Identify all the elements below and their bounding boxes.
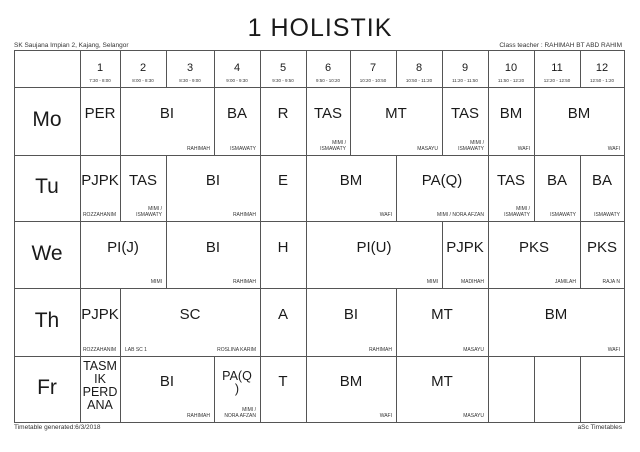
teacher-label: MIMI: [426, 278, 438, 285]
grid-line: [624, 50, 625, 423]
lesson-cell: [166, 221, 260, 288]
lesson-cell: [488, 87, 534, 155]
period-time: 12:50 - 1:20: [589, 78, 615, 83]
period-number: 7: [369, 62, 377, 74]
generated-date: Timetable generated:6/3/2018: [14, 424, 101, 431]
subject-label: PKS: [586, 238, 617, 256]
lesson-cell: [80, 356, 120, 422]
period-time: 8:00 - 8:30: [132, 78, 154, 83]
lesson-cell: [442, 221, 488, 288]
period-time: 10:50 - 11:20: [405, 78, 433, 83]
teacher-label: WAFI: [607, 145, 620, 152]
subject-label: SC: [179, 306, 201, 323]
teacher-label: MIMI / NORA AFZAN: [224, 407, 256, 419]
subject-label: PA(Q): [421, 172, 463, 189]
teacher-label: RAHIMAH: [232, 211, 256, 218]
period-time: 10:20 - 10:50: [359, 78, 387, 83]
subject-label: T: [278, 373, 288, 390]
teacher-label: ROZZAHANIM: [82, 211, 116, 218]
day-label: Th: [34, 309, 60, 332]
subject-label: PER: [84, 105, 116, 122]
lesson-cell: [306, 87, 350, 155]
lesson-cell: [488, 288, 624, 356]
teacher-label: ROZZAHANIM: [82, 346, 116, 353]
period-number: 1: [96, 62, 104, 74]
period-number: 4: [233, 62, 241, 74]
subject-label: BI: [343, 306, 359, 323]
lesson-cell: [166, 155, 260, 221]
teacher-label: RAJA N: [602, 278, 620, 285]
teacher-label: MASAYU: [463, 346, 484, 353]
lesson-cell: [488, 155, 534, 221]
period-time: 9:50 - 10:20: [315, 78, 341, 83]
teacher-label: ROSLINA KARIM: [217, 346, 256, 353]
lesson-cell: [214, 87, 260, 155]
subject-label: A: [277, 306, 288, 323]
lesson-cell: [534, 155, 580, 221]
teacher-label: MIMI / ISMAWATY: [320, 140, 346, 152]
lesson-cell: [80, 87, 120, 155]
teacher-label: JAMILAH: [554, 278, 576, 285]
lesson-cell: [120, 87, 214, 155]
subject-label: PKS: [518, 238, 549, 256]
period-time: 9:00 - 9:30: [226, 78, 248, 83]
lesson-cell: [260, 221, 306, 288]
subject-label: PJPK: [81, 306, 119, 323]
subject-label: PJPK: [446, 238, 484, 256]
lesson-cell: [396, 356, 488, 422]
teacher-label: WAFI: [607, 346, 620, 353]
subject-label: MT: [431, 373, 453, 390]
period-number: 5: [279, 62, 287, 74]
period-time: 9:30 - 9:50: [272, 78, 294, 83]
page-title: 1 HOLISTIK: [247, 14, 393, 42]
teacher-label: MIMI / ISMAWATY: [136, 206, 162, 218]
period-time: 8:30 - 9:00: [179, 78, 201, 83]
lesson-cell: [260, 288, 306, 356]
subject-label: TASM IK PERD ANA: [82, 359, 118, 412]
period-time: 11:20 - 11:50: [452, 78, 478, 83]
teacher-label: MADIHAH: [460, 278, 484, 285]
subject-label: BI: [205, 172, 221, 189]
teacher-label: WAFI: [379, 211, 392, 218]
period-time: 7:30 - 8:00: [89, 78, 111, 83]
subject-label: PJPK: [81, 172, 119, 189]
grid-line: [14, 50, 15, 422]
subject-label: TAS: [128, 172, 158, 189]
day-label: Mo: [32, 108, 62, 131]
period-number: 3: [186, 62, 194, 74]
grid-line: [14, 50, 624, 51]
lesson-cell: [120, 155, 166, 221]
lesson-cell: [350, 87, 442, 155]
teacher-label: RAHIMAH: [186, 412, 210, 419]
subject-label: R: [277, 105, 289, 122]
subject-label: H: [277, 238, 289, 256]
lesson-cell: [214, 356, 260, 422]
lesson-cell: [580, 155, 624, 221]
subject-label: BM: [499, 105, 523, 122]
period-number: 9: [461, 62, 469, 74]
subject-label: PA(Q ): [222, 369, 252, 396]
class-teacher: Class teacher : RAHIMAH BT ABD RAHIM: [499, 42, 622, 49]
subject-label: MT: [431, 306, 453, 323]
subject-label: BA: [226, 105, 247, 122]
period-time: 11:50 - 12:20: [497, 78, 525, 83]
teacher-label: ISMAWATY: [594, 211, 620, 218]
subject-label: BI: [205, 238, 221, 256]
software-credit: aSc Timetables: [577, 424, 622, 431]
lesson-cell: [306, 288, 396, 356]
teacher-label: MASAYU: [417, 145, 438, 152]
subject-label: E: [277, 172, 288, 189]
lesson-cell: [534, 356, 580, 422]
subject-label: BI: [159, 373, 175, 390]
school-name: SK Saujana Impian 2, Kajang, Selangor: [14, 42, 129, 49]
lesson-cell: [306, 356, 396, 422]
lesson-cell: [580, 356, 624, 422]
period-number: 2: [139, 62, 147, 74]
lesson-cell: [396, 288, 488, 356]
lesson-cell: [442, 87, 488, 155]
lesson-cell: [488, 221, 580, 288]
teacher-label: RAHIMAH: [232, 278, 256, 285]
lesson-cell: [80, 221, 166, 288]
teacher-label: MIMI / ISMAWATY: [504, 206, 530, 218]
subject-label: BA: [591, 172, 612, 189]
subject-label: BM: [544, 306, 568, 323]
teacher-label: WAFI: [517, 145, 530, 152]
subject-label: PI(J): [107, 238, 139, 256]
day-label: We: [31, 241, 63, 265]
lesson-cell: [260, 87, 306, 155]
room-label: LAB SC 1: [125, 346, 147, 353]
teacher-label: ISMAWATY: [550, 211, 576, 218]
subject-label: BM: [339, 373, 363, 390]
teacher-label: RAHIMAH: [368, 346, 392, 353]
day-label: Tu: [35, 175, 59, 198]
lesson-cell: [80, 288, 120, 356]
lesson-cell: [396, 155, 488, 221]
period-number: 8: [415, 62, 423, 74]
teacher-label: RAHIMAH: [186, 145, 210, 152]
teacher-label: WAFI: [379, 412, 392, 419]
lesson-cell: [80, 155, 120, 221]
subject-label: TAS: [313, 105, 343, 122]
subject-label: PI(U): [356, 238, 392, 256]
teacher-label: MASAYU: [463, 412, 484, 419]
subject-label: BM: [567, 105, 591, 122]
period-number: 6: [324, 62, 332, 74]
teacher-label: MIMI / ISMAWATY: [458, 140, 484, 152]
day-label: Fr: [37, 376, 57, 399]
teacher-label: MIMI: [150, 278, 162, 285]
lesson-cell: [306, 221, 442, 288]
subject-label: BM: [339, 172, 363, 189]
subject-label: TAS: [450, 105, 480, 122]
period-number: 10: [504, 62, 518, 74]
period-time: 12:20 - 12:50: [543, 78, 571, 83]
lesson-cell: [488, 356, 534, 422]
lesson-cell: [260, 155, 306, 221]
teacher-label: MIMI / NORA AFZAN: [437, 211, 484, 218]
lesson-cell: [260, 356, 306, 422]
period-number: 12: [595, 62, 609, 74]
grid-line: [14, 422, 624, 423]
lesson-cell: [580, 221, 624, 288]
subject-label: MT: [385, 105, 407, 122]
subject-label: TAS: [496, 172, 526, 189]
teacher-label: ISMAWATY: [230, 145, 256, 152]
subject-label: BI: [159, 105, 175, 122]
subject-label: BA: [546, 172, 567, 189]
lesson-cell: [120, 356, 214, 422]
lesson-cell: [534, 87, 624, 155]
lesson-cell: [120, 288, 260, 356]
lesson-cell: [306, 155, 396, 221]
period-number: 11: [551, 62, 563, 74]
